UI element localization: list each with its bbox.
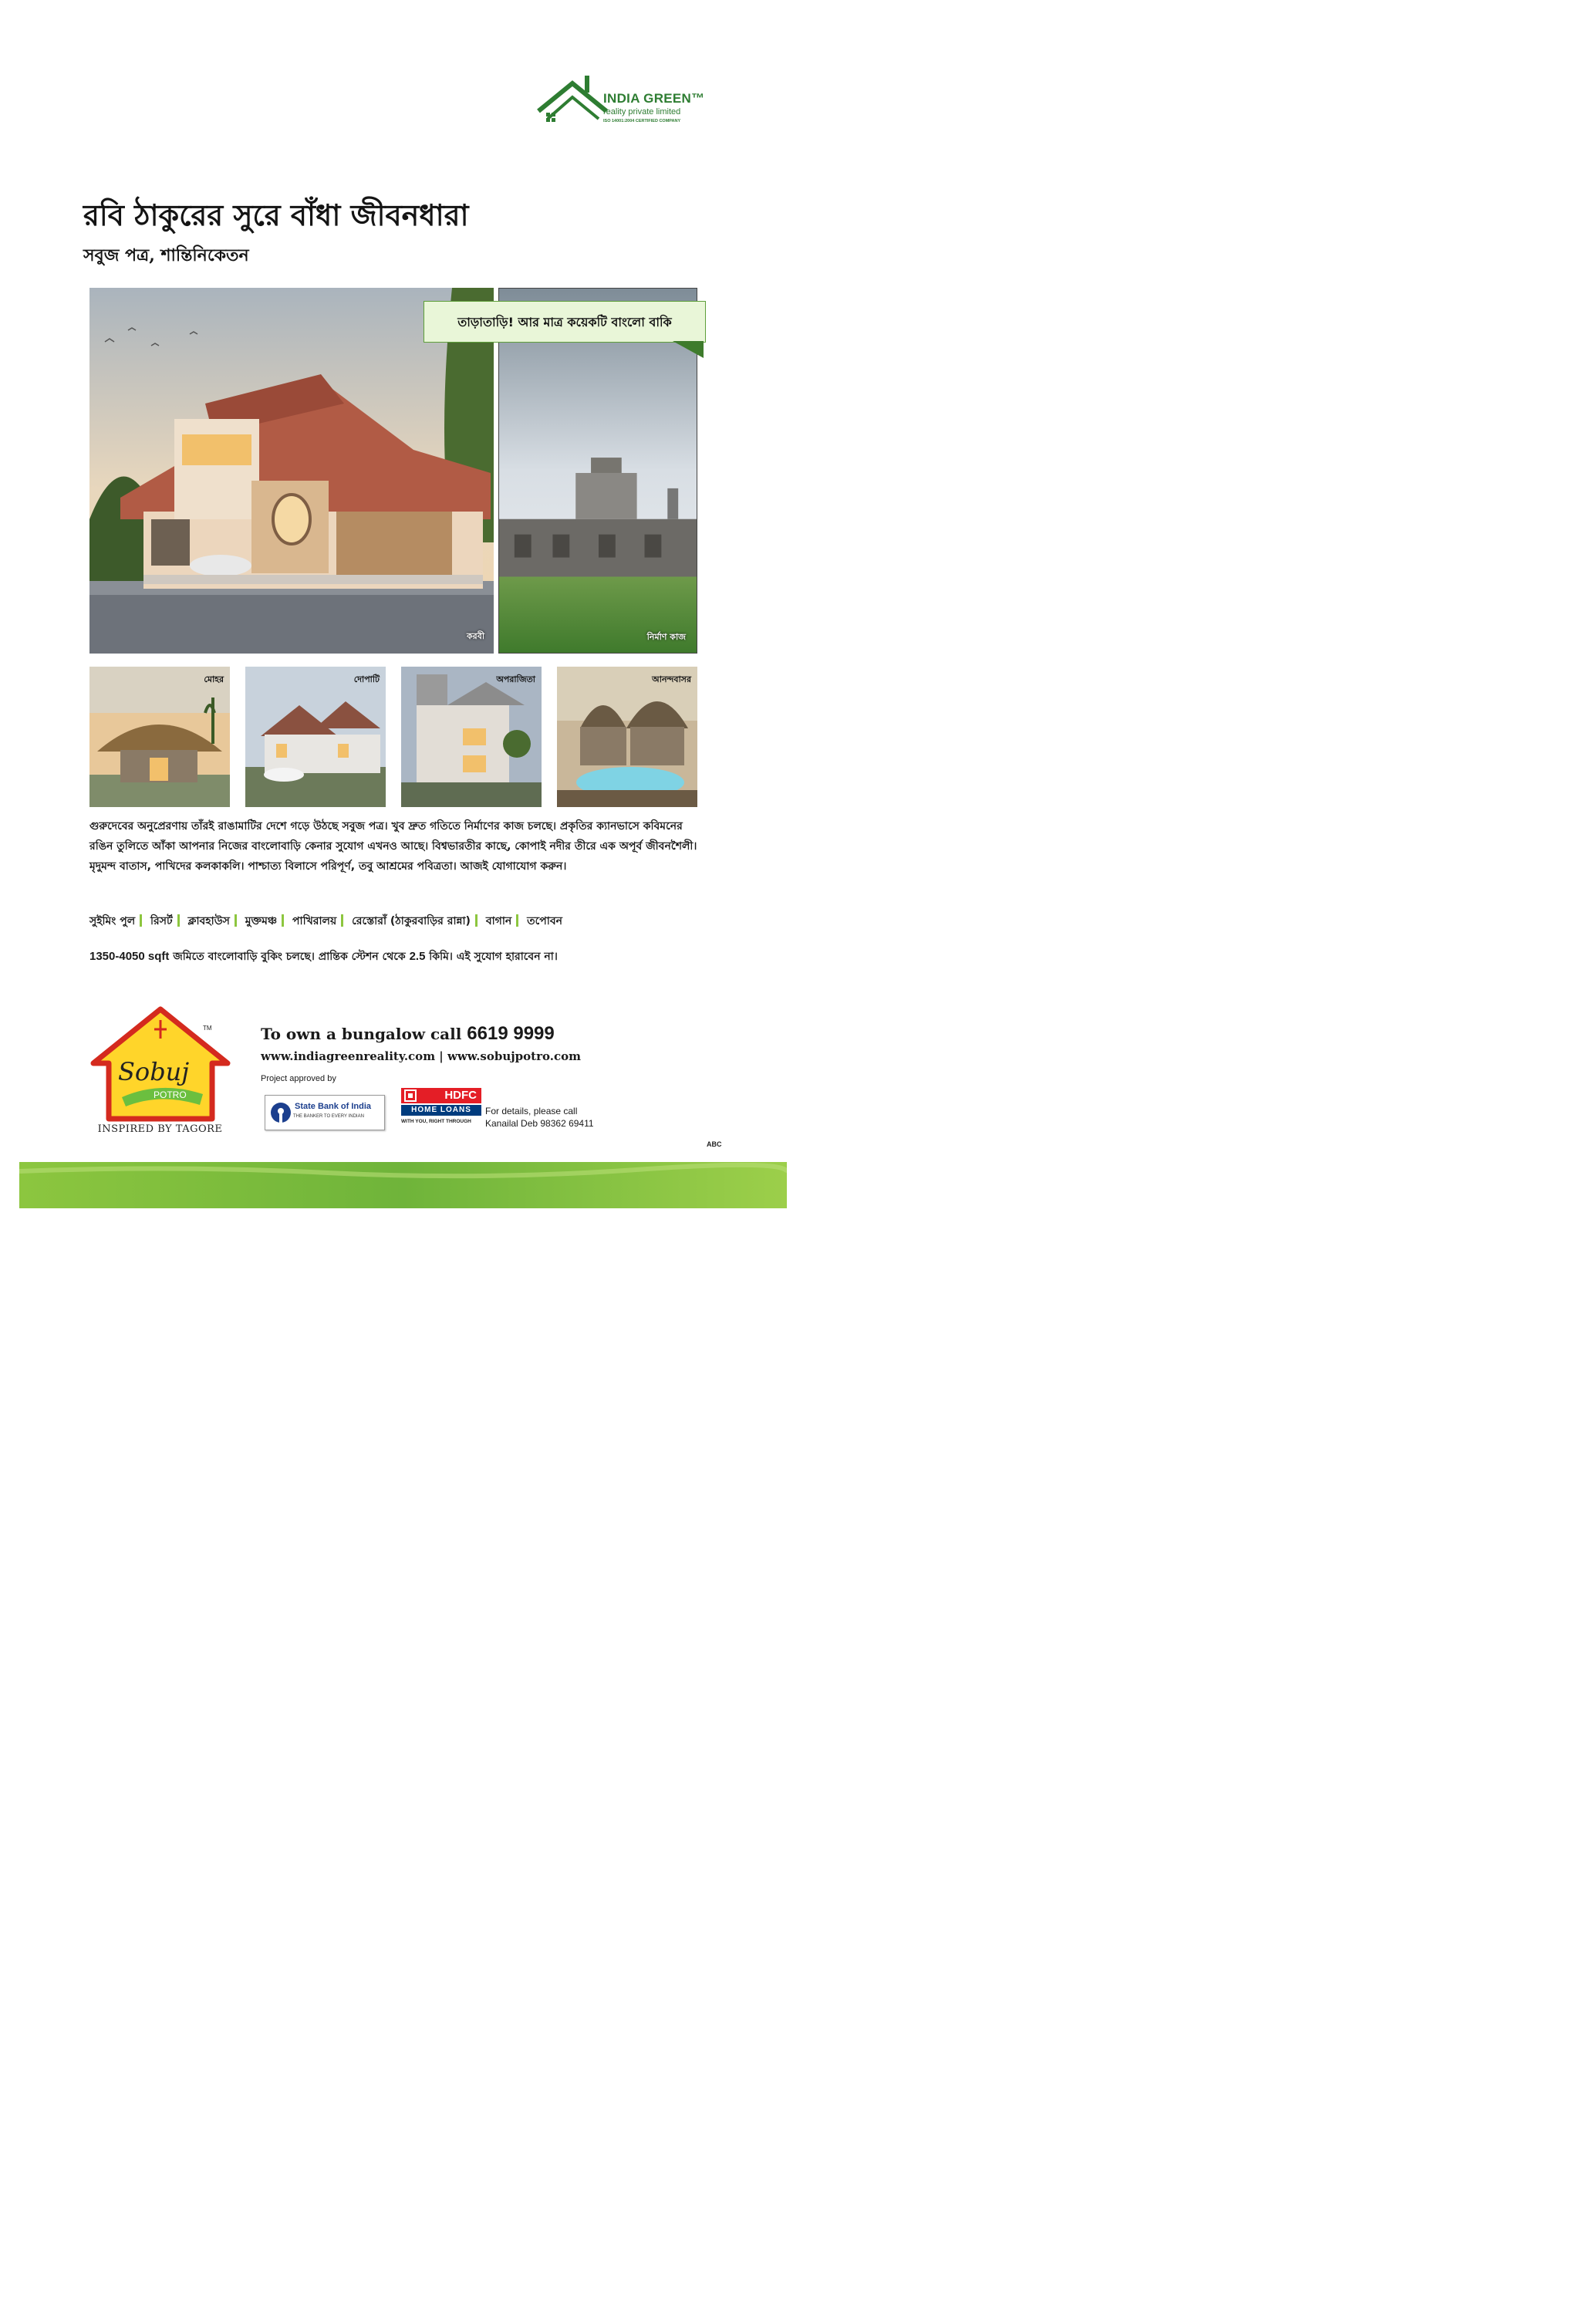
urgent-banner-text: তাড়াতাড়ি! আর মাত্র কয়েকটি বাংলো বাকি <box>457 315 672 329</box>
sbi-logo <box>265 1095 385 1130</box>
hdfc-tagline: WITH YOU, RIGHT THROUGH <box>401 1119 471 1124</box>
thumb-oporajita <box>401 667 542 807</box>
photo-caption-construction: নির্মাণ কাজ <box>646 632 686 642</box>
separator <box>475 914 478 927</box>
sobuj-script: Sobuj <box>118 1057 190 1086</box>
amenity-item: পাখিরালয় <box>292 915 337 927</box>
separator <box>282 914 284 927</box>
separator <box>177 914 180 927</box>
thumb-dopati <box>245 667 386 807</box>
separator <box>140 914 142 927</box>
brand-subtitle: reality private limited <box>603 107 681 117</box>
amenity-item: রিসর্ট <box>150 915 173 927</box>
hdfc-name: HDFC <box>444 1089 477 1102</box>
house-roof-icon <box>532 71 609 133</box>
thumb-caption-mohor: মোহর <box>204 674 224 684</box>
brand-name: INDIA GREEN™ <box>603 91 705 106</box>
thumb-mohor <box>89 667 230 807</box>
thumb-caption-oporajita: অপরাজিতা <box>496 674 535 684</box>
hdfc-header <box>401 1088 481 1103</box>
subheadline: সবুজ পত্র, শান্তিনিকেতন <box>83 245 249 265</box>
body-paragraph: গুরুদেবের অনুপ্রেরণায় তাঁরই রাঙামাটির দেশে গড়ে উঠছে সবুজ পত্র। খুব দ্রুত গতিতে নির্মাণের কাজ চলছে। প্রকৃতির ক্যানভাসে কবিমনের রঙিন তুলিতে আঁকা আপনার নিজের বাংলোবাড়ি কেনার সুযোগ এখনও আছে। বিশ্বভারতীর কাছে, কোপাই নদীর তীরে এক অপূর্ব জীবনশৈলী। মৃদুমন্দ বাতাস, পাখিদের কলকাকলি। পাশ্চাত্য বিলাসে পরিপূর্ণ, তবু আশ্রমের পবিত্রতা। আজই যোগাযোগ করুন। <box>89 820 697 873</box>
separator <box>341 914 343 927</box>
details-line-2[interactable]: Kanailal Deb 98362 69411 <box>485 1118 594 1129</box>
sobuj-tm: TM <box>203 1025 212 1032</box>
footer-code: ABC <box>707 1140 722 1148</box>
sobuj-potro: POTRO <box>154 1089 187 1100</box>
main-bungalow-photo <box>89 288 494 654</box>
booking-line <box>89 948 722 966</box>
grass-footer <box>19 1162 787 1208</box>
booking-text: জমিতে বাংলোবাড়ি বুকিং চলছে। প্রান্তিক স্টেশন থেকে <box>169 951 410 963</box>
sobuj-potro-logo <box>87 1003 234 1142</box>
construction-photo <box>498 288 697 654</box>
amenity-item: তপোবন <box>527 915 562 927</box>
amenity-item: সুইমিং পুল <box>89 915 136 927</box>
call-text: To own a bungalow call <box>261 1025 467 1043</box>
sbi-name: State Bank of India <box>295 1102 372 1111</box>
phone-number[interactable]: 6619 9999 <box>467 1023 555 1044</box>
booking-distance: 2.5 <box>409 950 426 963</box>
approved-by-label: Project approved by <box>261 1074 336 1083</box>
websites[interactable]: www.indiagreenreality.com | www.sobujpotro.com <box>261 1049 581 1063</box>
photo-caption-main: করবী <box>466 631 484 641</box>
urgent-banner <box>424 301 706 343</box>
details-contact <box>485 1105 594 1130</box>
thumb-caption-dopati: দোপাটি <box>353 674 380 684</box>
sbi-tagline: THE BANKER TO EVERY INDIAN <box>293 1114 364 1119</box>
hdfc-square-icon <box>404 1089 417 1102</box>
amenity-item: ক্লাবহাউস <box>187 915 230 927</box>
amenities-list <box>89 912 707 931</box>
sbi-keyhole-icon <box>269 1101 292 1124</box>
hdfc-home-loans: HOME LOANS <box>401 1105 481 1116</box>
headline: রবি ঠাকুরের সুরে বাঁধা জীবনধারা <box>83 198 469 232</box>
brand-certification: ISO 14001:2004 CERTIFIED COMPANY <box>603 119 681 123</box>
booking-size: 1350-4050 sqft <box>89 950 170 963</box>
banner-fold <box>673 341 704 358</box>
call-line <box>261 1023 555 1045</box>
india-green-logo <box>532 71 725 133</box>
amenity-item: মুক্তমঞ্চ <box>245 915 278 927</box>
thumb-anandabasor <box>557 667 697 807</box>
sobuj-tagline: INSPIRED BY TAGORE <box>97 1123 223 1135</box>
separator <box>516 914 518 927</box>
amenity-item: রেস্তোরাঁ (ঠাকুরবাড়ির রান্না) <box>352 915 471 927</box>
booking-text-end: কিমি। এই সুযোগ হারাবেন না। <box>425 951 558 963</box>
separator <box>235 914 237 927</box>
amenity-item: বাগান <box>485 915 512 927</box>
thumb-caption-anandabasor: আনন্দবাসর <box>652 674 691 684</box>
hdfc-logo <box>401 1088 481 1133</box>
details-line-1: For details, please call <box>485 1106 578 1116</box>
